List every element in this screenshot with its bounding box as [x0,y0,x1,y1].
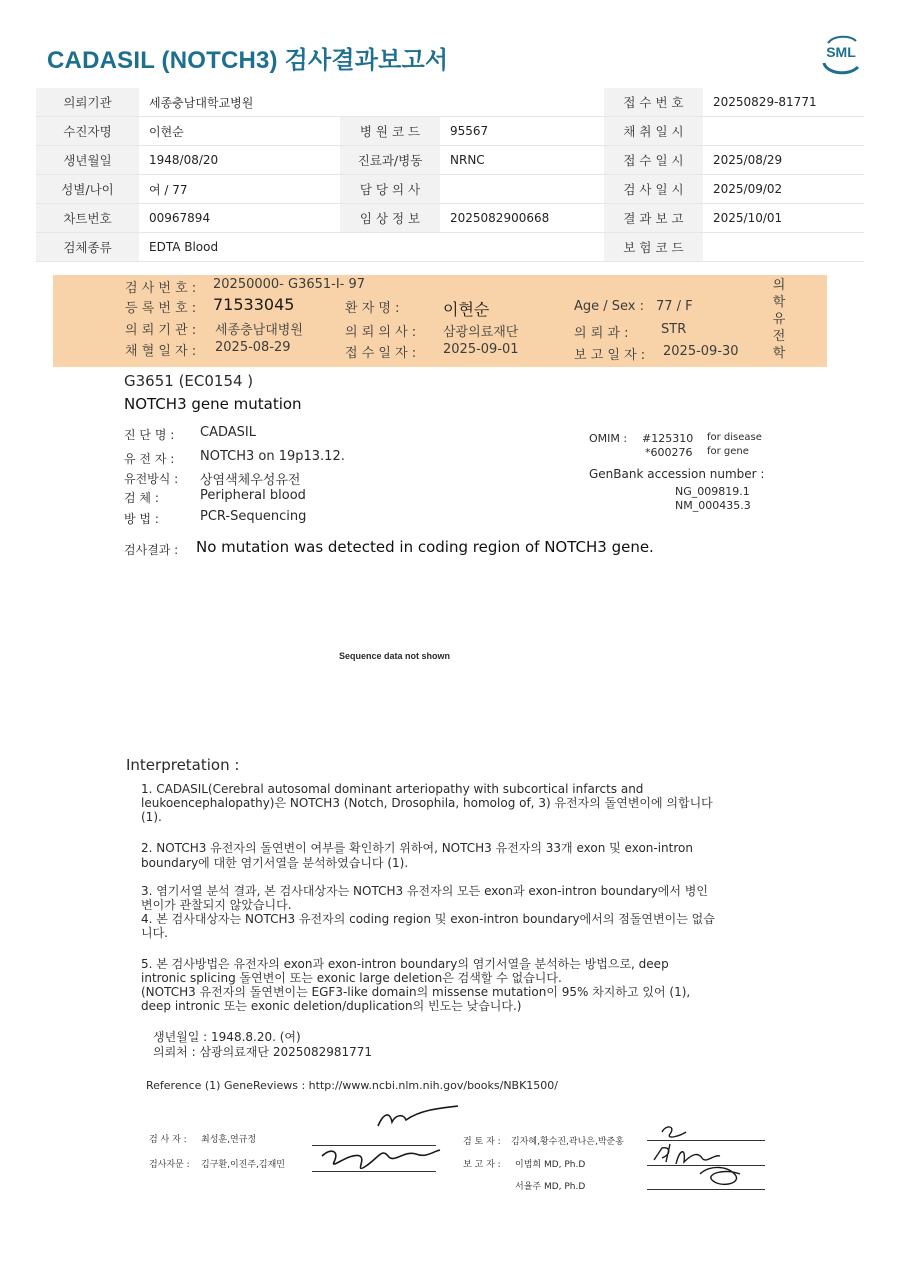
gene-label: 유 전 자 : [124,452,175,466]
advisor-label: 검사자문 : [149,1160,190,1170]
dept-label: 의 뢰 과 : [574,326,629,341]
label-chart-no: 차트번호 [36,204,139,233]
report-date: 2025-09-30 [663,344,739,359]
table-row [36,233,864,262]
omim-disease: #125310 [642,432,694,445]
side-char: 전 [772,329,786,344]
handwritten-signature-right [640,1118,760,1193]
test-name: NOTCH3 gene mutation [124,395,302,413]
receive-label: 접 수 일 자 : [345,346,417,361]
label-result-report: 결 과 보 고 [604,204,703,233]
logo-text: SML [826,44,856,60]
omim-disease-note: for disease [707,432,762,443]
genbank-1: NG_009819.1 [675,485,750,498]
reg-no: 71533045 [213,295,295,314]
value-attending-doctor [440,175,604,204]
label-insurance-code: 보 험 코 드 [604,233,703,262]
test-no-label: 검 사 번 호 : [125,281,197,296]
value-receipt-time: 2025/08/29 [703,146,864,175]
omim-gene-note: for gene [707,446,749,457]
interpretation-line: (1). [141,810,162,824]
interpretation-p1 [141,782,713,824]
value-clinical-info: 2025082900668 [440,204,604,233]
patient-label: 환 자 명 : [345,301,400,316]
interpretation-line: 니다. [141,926,168,940]
age-sex-label: Age / Sex : [574,299,645,314]
age-sex: 77 / F [656,299,693,314]
interpretation-line: 변이가 관찰되지 않았습니다. [141,898,292,912]
value-patient-name: 이현순 [139,117,340,146]
referrer-line: 의뢰처 : 삼광의료재단 2025082981771 [153,1045,373,1059]
sml-logo [818,33,864,77]
value-chart-no: 00967894 [139,204,340,233]
gene: NOTCH3 on 19p13.12. [200,449,345,464]
omim-label: OMIM : [589,432,628,445]
value-department: NRNC [440,146,604,175]
dob-line: 생년월일 : 1948.8.20. (여) [153,1030,301,1044]
reporter-2: 서율주 MD, Ph.D [515,1182,586,1192]
reviewer: 김자혜,황수진,곽나은,박준홍 [511,1137,624,1147]
diagnosis-label: 진 단 명 : [124,428,175,442]
collect-date: 2025-08-29 [215,340,291,355]
label-clinical-info: 임 상 정 보 [340,204,440,233]
receive-date: 2025-09-01 [443,342,519,357]
table-row [36,204,864,233]
label-specimen-type: 검체종류 [36,233,139,262]
label-birth-date: 생년월일 [36,146,139,175]
value-collection-time [703,117,864,146]
interpretation-line: intronic splicing 돌연변이 또는 exonic large deletion은 검색할 수 없습니다. [141,971,562,985]
side-char: 학 [772,346,786,361]
value-requesting-institution: 세종충남대학교병원 [139,88,604,117]
table-row [36,146,864,175]
interpretation-p2 [141,841,693,871]
dept: STR [661,322,687,337]
table-row [36,117,864,146]
label-accession-no: 접 수 번 호 [604,88,703,117]
handwritten-signature-left [320,1100,470,1180]
label-requesting-institution: 의뢰기관 [36,88,139,117]
inheritance-label: 유전방식 : [124,472,179,486]
label-collection-time: 채 취 일 시 [604,117,703,146]
interpretation-p4 [141,912,715,940]
method-label: 방 법 : [124,512,159,526]
value-result-report: 2025/10/01 [703,204,864,233]
interpretation-line: 2. NOTCH3 유전자의 돌연변이 여부를 확인하기 위하여, NOTCH3 유전자의 33개 exon 및 exon-intron [141,841,693,855]
examiner: 최성훈,연규정 [201,1135,257,1145]
dept-vertical-label [771,277,787,362]
examiner-label: 검 사 자 : [149,1135,187,1145]
value-sex-age: 여 / 77 [139,175,340,204]
value-hospital-code: 95567 [440,117,604,146]
interpretation-title: Interpretation : [126,756,240,774]
reviewer-label: 검 토 자 : [463,1137,501,1147]
interpretation-line: leukoencephalopathy)은 NOTCH3 (Notch, Drosophila, homolog of, 3) 유전자의 돌연변이에 의합니다 [141,796,713,810]
interpretation-line: boundary에 대한 염기서열을 분석하였습니다 (1). [141,856,409,870]
interpretation-line: (NOTCH3 유전자의 돌연변이는 EGF3-like domain의 missense mutation이 95% 차지하고 있어 (1), [141,985,691,999]
report-label: 보 고 일 자 : [574,348,646,363]
reg-no-label: 등 록 번 호 : [125,301,197,316]
interpretation-line: 4. 본 검사대상자는 NOTCH3 유전자의 coding region 및 exon-intron boundary에서의 점돌연변이는 없습 [141,912,715,926]
patient-info-table [36,88,864,262]
reporter-label: 보 고 자 : [463,1160,501,1170]
diagnosis: CADASIL [200,425,256,440]
doctor: 삼광의료재단 [443,325,519,340]
lab-header-band [53,275,827,367]
table-row [36,88,864,117]
value-specimen-type: EDTA Blood [139,233,604,262]
side-char: 유 [772,312,786,327]
report-title: CADASIL (NOTCH3) 검사결과보고서 [47,47,449,74]
side-char: 의 [772,278,786,293]
value-insurance-code [703,233,864,262]
patient-name: 이현순 [443,300,490,319]
interpretation-line: 1. CADASIL(Cerebral autosomal dominant arteriopathy with subcortical infarcts and [141,782,644,796]
reporter: 이범희 MD, Ph.D [515,1160,586,1170]
collect-label: 채 혈 일 자 : [125,344,197,359]
label-test-time: 검 사 일 시 [604,175,703,204]
interpretation-line: 5. 본 검사방법은 유전자의 exon과 exon-intron boundary의 염기서열을 분석하는 방법으로, deep [141,957,669,971]
inst: 세종충남대병원 [215,323,303,338]
label-receipt-time: 접 수 일 시 [604,146,703,175]
label-department: 진료과/병동 [340,146,440,175]
specimen-label: 검 체 : [124,491,159,505]
result-text: No mutation was detected in coding region of NOTCH3 gene. [196,538,654,556]
label-hospital-code: 병 원 코 드 [340,117,440,146]
test-no: 20250000- G3651-I- 97 [213,277,366,292]
method: PCR-Sequencing [200,509,307,524]
advisor: 김구환,이진주,김재민 [201,1160,285,1170]
value-accession-no: 20250829-81771 [703,88,864,117]
table-row [36,175,864,204]
inst-label: 의 뢰 기 관 : [125,323,197,338]
specimen: Peripheral blood [200,488,306,503]
sequence-note: Sequence data not shown [339,651,451,661]
interpretation-p5 [141,957,690,1013]
inheritance: 상염색체우성유전 [200,473,301,488]
label-patient-name: 수진자명 [36,117,139,146]
interpretation-line: 3. 염기서열 분석 결과, 본 검사대상자는 NOTCH3 유전자의 모든 exon과 exon-intron boundary에서 병인 [141,884,708,898]
genbank-2: NM_000435.3 [675,499,751,512]
omim-gene: *600276 [645,446,693,459]
test-code: G3651 (EC0154 ) [124,372,254,390]
interpretation-line: deep intronic 또는 exonic deletion/duplication의 빈도는 낮습니다.) [141,999,522,1013]
side-char: 학 [772,295,786,310]
interpretation-p3 [141,884,708,912]
value-test-time: 2025/09/02 [703,175,864,204]
doctor-label: 의 뢰 의 사 : [345,325,417,340]
value-birth-date: 1948/08/20 [139,146,340,175]
label-sex-age: 성별/나이 [36,175,139,204]
genbank-label: GenBank accession number : [589,467,765,481]
reference-line: Reference (1) GeneReviews : http://www.ncbi.nlm.nih.gov/books/NBK1500/ [146,1079,559,1092]
label-attending-doctor: 담 당 의 사 [340,175,440,204]
result-label: 검사결과 : [124,543,179,557]
